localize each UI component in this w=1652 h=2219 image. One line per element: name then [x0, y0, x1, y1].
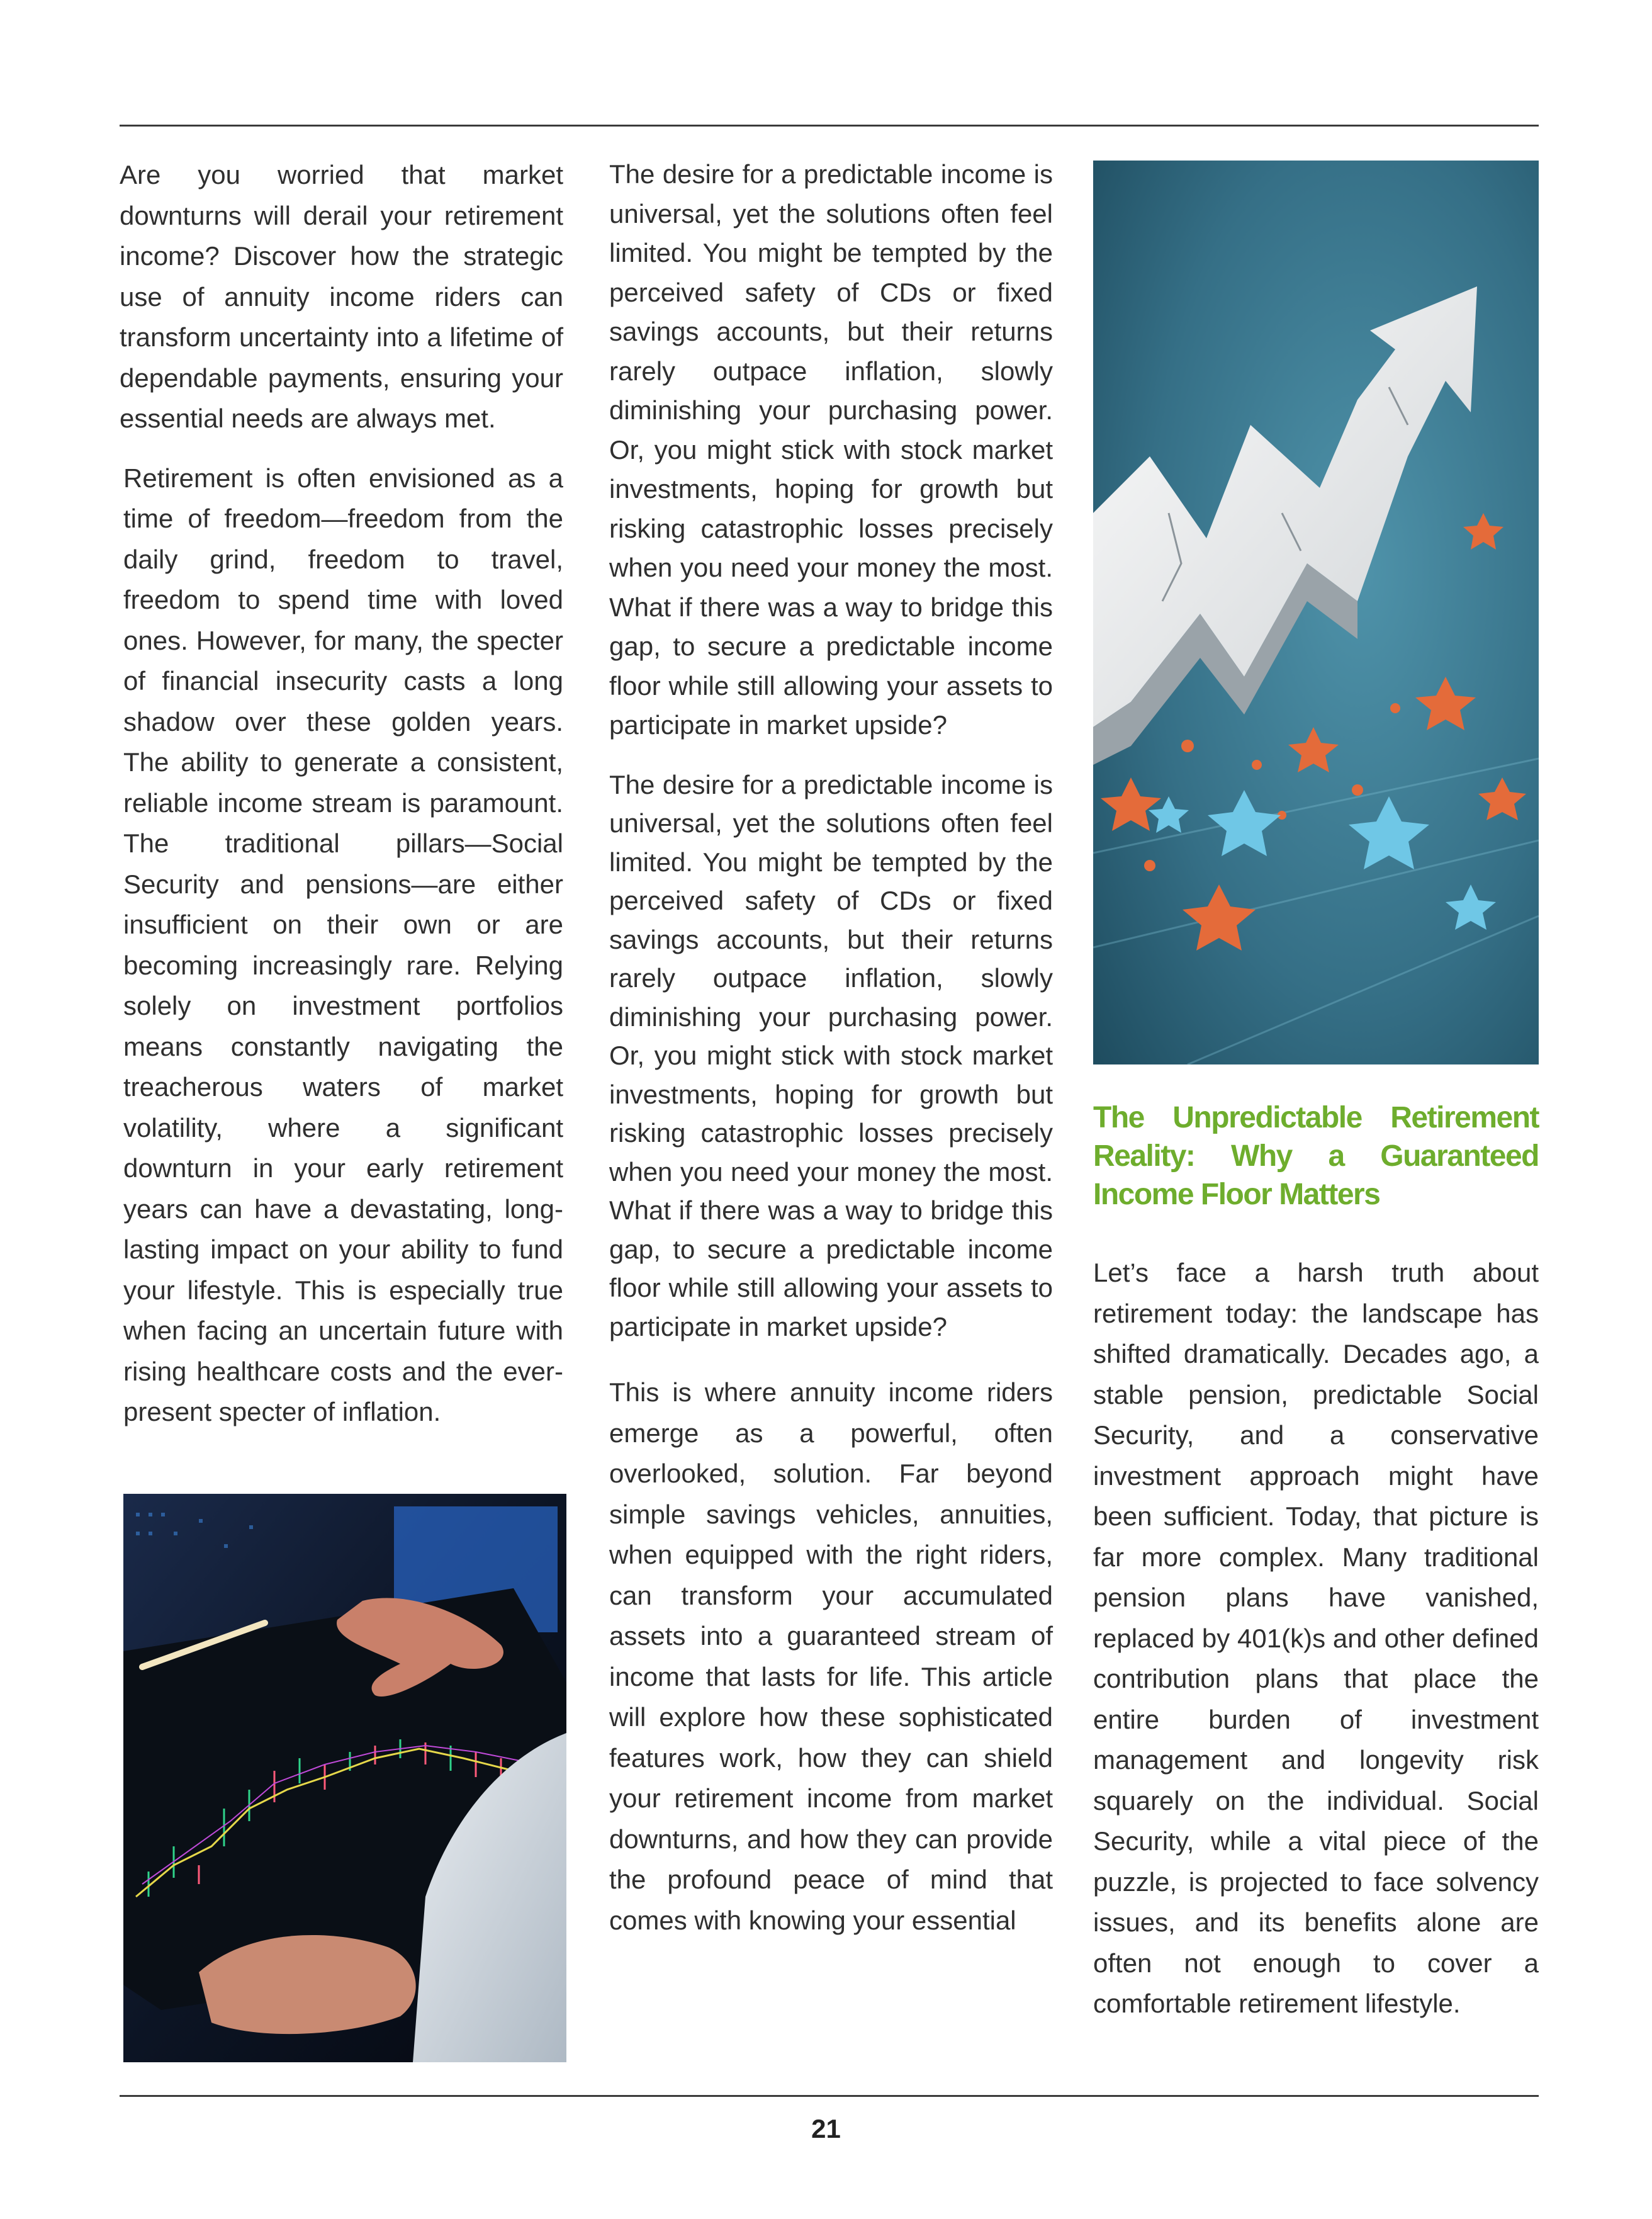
page-number: 21	[811, 2114, 841, 2143]
body-paragraph-4: This is where annuity income riders emerge as a powerful, often overlooked, solution. Far beyond simple savings vehicles, annuities, when equipped with the right riders, can transform your accumulated assets into a guaranteed stream of income that lasts for life. This article will explore how these sophisticated features work, how they can shield your retirement income from market downturns, and how they can provide the profound peace of mind that comes with knowing your essential	[609, 1377, 1053, 1935]
column-3	[1093, 1253, 1539, 2024]
column-2	[609, 155, 1053, 1941]
intro-paragraph: Are you worried that market downturns will derail your retirement income? Discover how the strategic use of annuity income riders can transform uncertainty into a lifetime of dependable payments, ensuring your essential needs are always met.	[120, 160, 563, 433]
growth-arrow-photo	[1093, 161, 1539, 1064]
body-paragraph-5: Let’s face a harsh truth about retirement today: the landscape has shifted dramatically. Decades ago, a stable pension, predictable Social Security, and a conservative investment approach might have been sufficient. Today, that picture is far more complex. Many traditional pension plans have vanished, replaced by 401(k)s and other defined contribution plans that place the entire burden of investment management and longevity risk squarely on the individual. Social Security, while a vital piece of the puzzle, is projected to face solvency issues, and its benefits alone are often not enough to cover a comfortable retirement lifestyle.	[1093, 1258, 1539, 2018]
section-heading: The Unpredictable Retirement Reality: Why a Guaranteed Income Floor Matters	[1093, 1101, 1539, 1211]
column-1	[120, 155, 563, 1433]
body-paragraph-3: The desire for a predictable income is universal, yet the solutions often feel limited. You might be tempted by the perceived safety of CDs or fixed savings accounts, but their returns rarely outpace inflation, slowly diminishing your purchasing power. Or, you might stick with stock market investments, hoping for growth but risking catastrophic losses precisely when you need your money the most. What if there was a way to bridge this gap, to secure a predictable income floor while still allowing your assets to participate in market upside?	[609, 769, 1053, 1341]
tablet-chart-photo	[123, 1494, 566, 2062]
body-paragraph-1: Retirement is often envisioned as a time of freedom—freedom from the daily grind, freedom to travel, freedom to spend time with loved ones. However, for many, the specter of financial insecurity casts a long shadow over these golden years. The ability to generate a consistent, reliable income stream is paramount. The traditional pillars—Social Security and pensions—are either insufficient on their own or are becoming increasingly rare. Relying solely on investment portfolios means constantly navigating the treacherous waters of market volatility, where a significant downturn in your early retirement years can have a devastating, long-lasting impact on your ability to fund your lifestyle. This is especially true when facing an uncertain future with rising healthcare costs and the ever-present specter of inflation.	[123, 463, 563, 1426]
bottom-rule	[120, 2095, 1539, 2097]
body-paragraph-2: The desire for a predictable income is universal, yet the solutions often feel limited. You might be tempted by the perceived safety of CDs or fixed savings accounts, but their returns rarely outpace inflation, slowly diminishing your purchasing power. Or, you might stick with stock market investments, hoping for growth but risking catastrophic losses precisely when you need your money the most. What if there was a way to bridge this gap, to secure a predictable income floor while still allowing your assets to participate in market upside?	[609, 159, 1053, 740]
top-rule	[120, 125, 1539, 127]
